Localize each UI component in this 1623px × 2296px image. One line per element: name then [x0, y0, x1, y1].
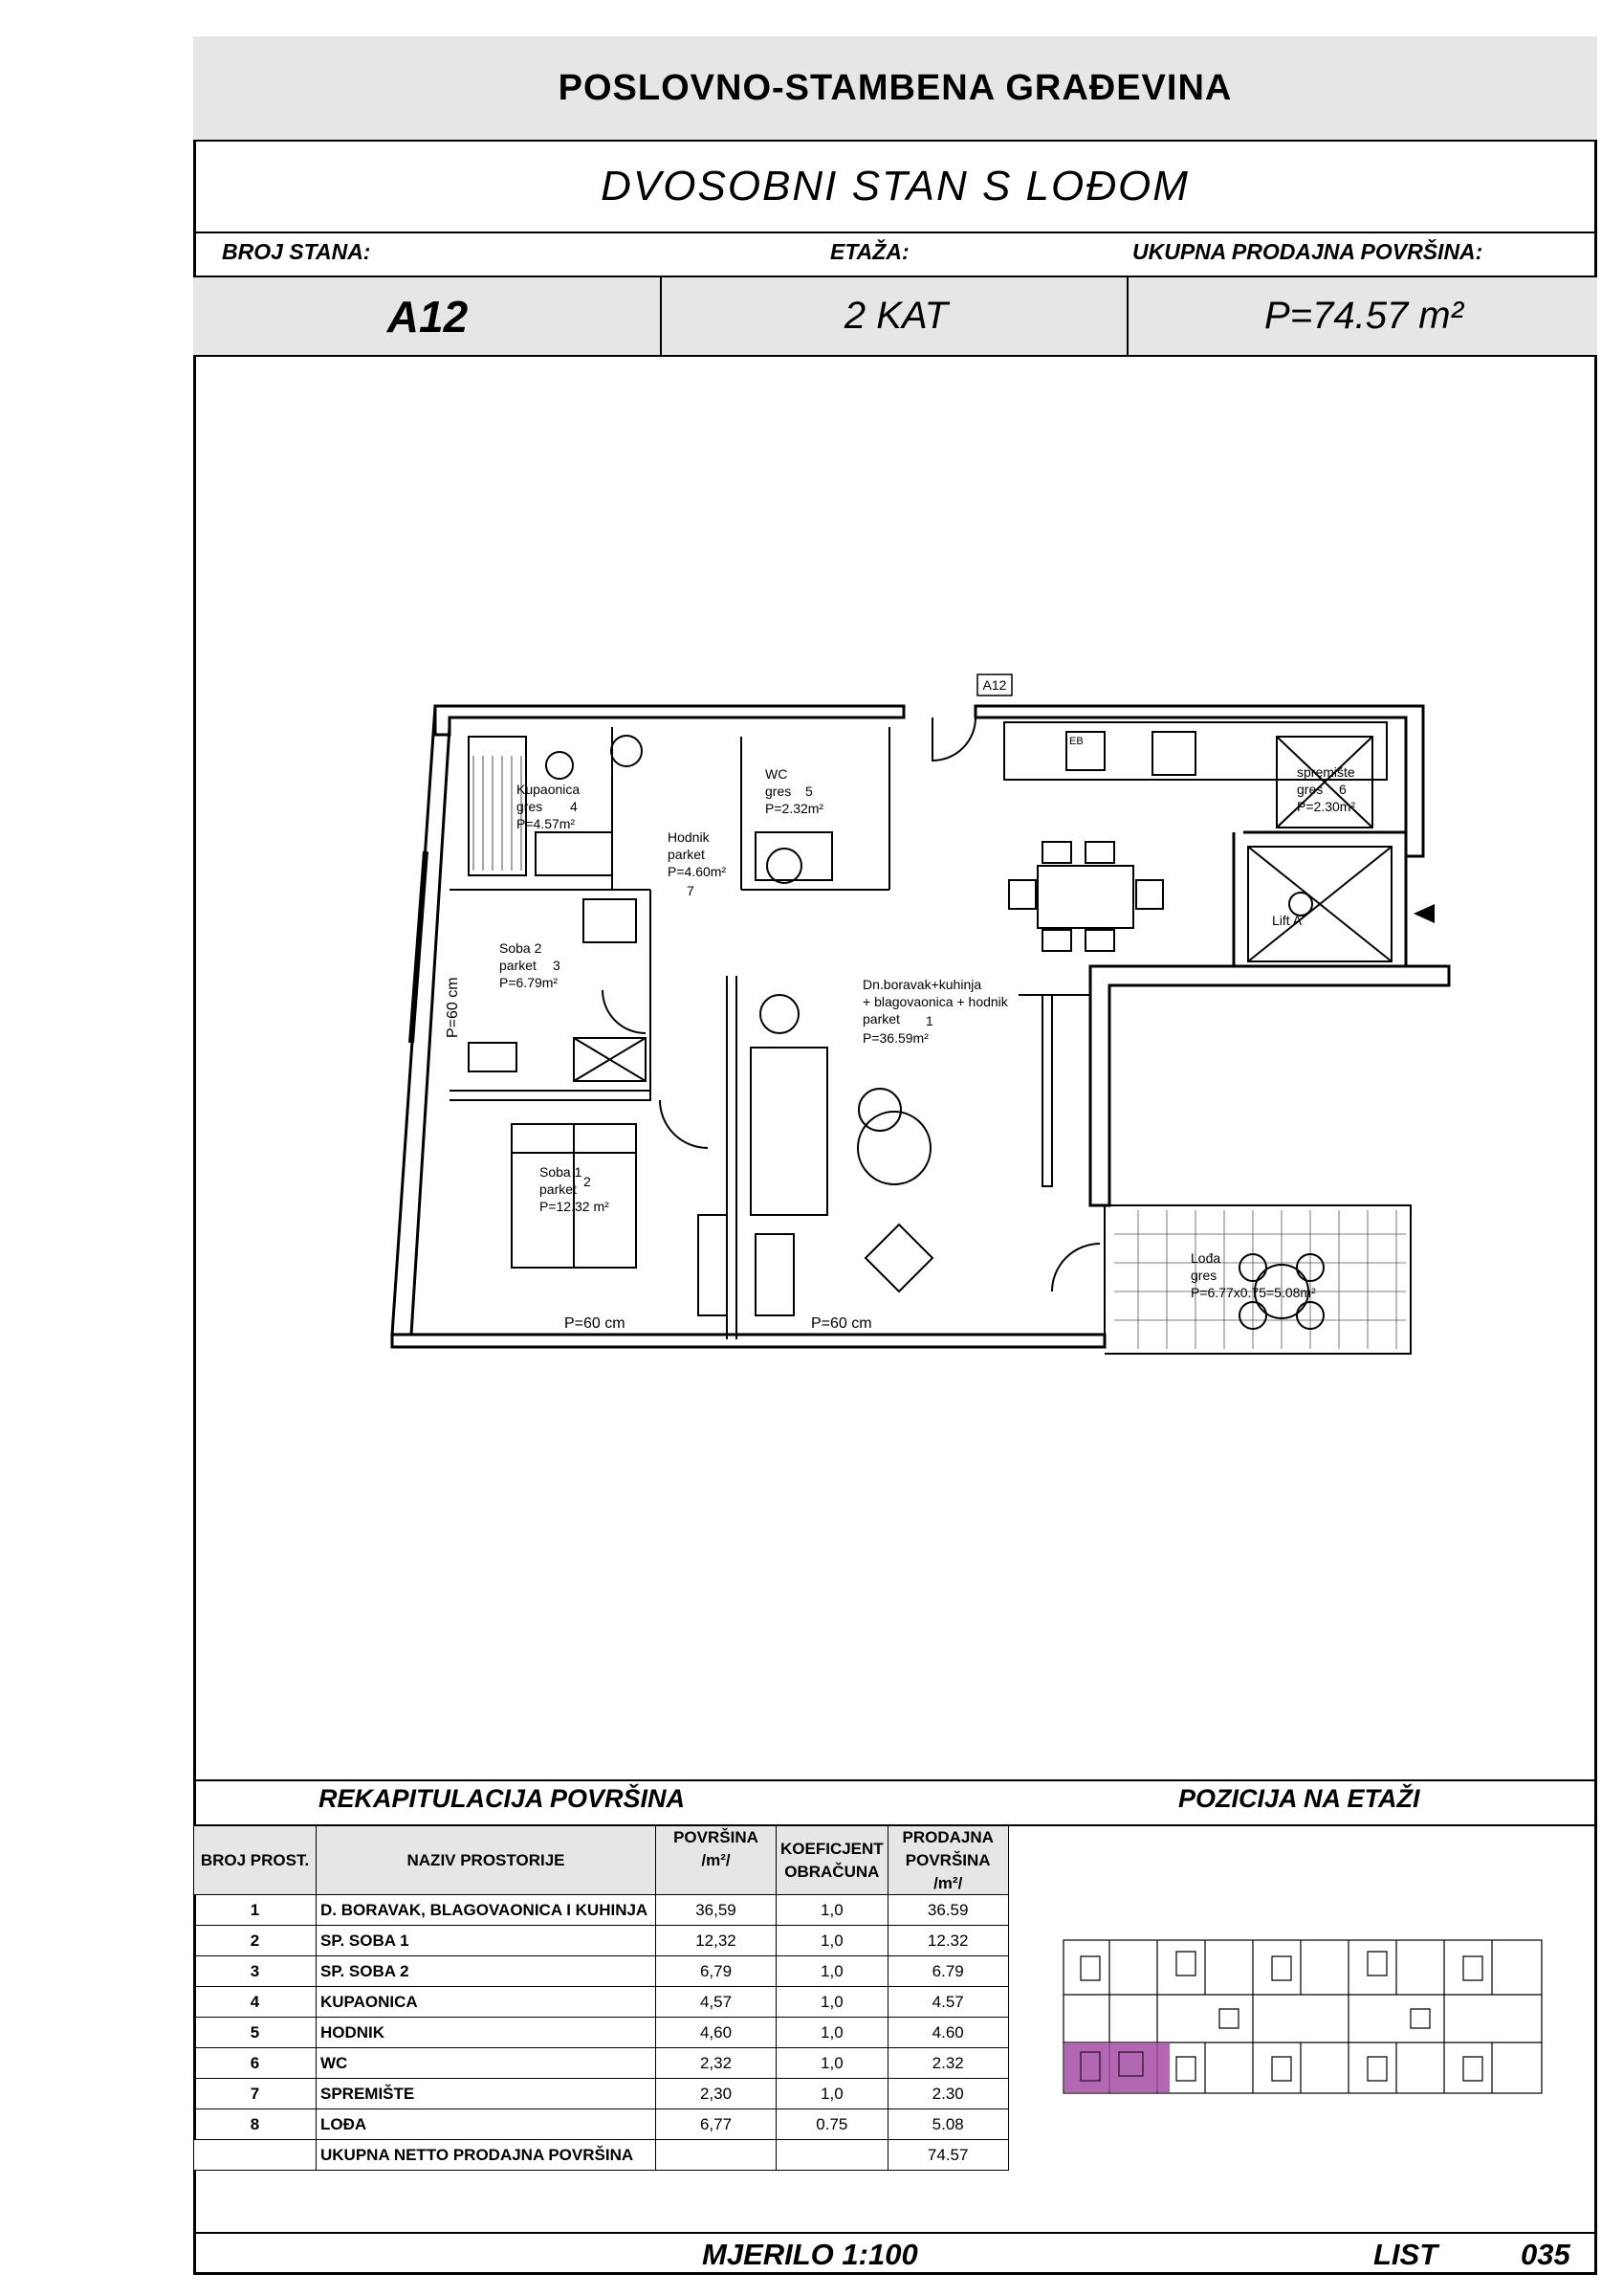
cell-sale: 4.60: [888, 2018, 1008, 2048]
recap-divider: [193, 1779, 1597, 1781]
cell-area: 6,79: [656, 1956, 777, 1987]
room-name: Soba 2: [499, 940, 542, 956]
cell-coef: 1,0: [777, 1895, 888, 1926]
cell-name: HODNIK: [317, 2018, 656, 2048]
col-name: NAZIV PROSTORIJE: [317, 1826, 656, 1895]
sheet-number: 035: [1521, 2238, 1570, 2271]
cell-sale: 2.32: [888, 2048, 1008, 2079]
cell-area: 12,32: [656, 1926, 777, 1956]
room-finish: parket: [539, 1181, 577, 1197]
unit-value: A12: [386, 291, 469, 342]
position-title: POZICIJA NA ETAŽI: [1178, 1784, 1420, 1813]
room-area: P=6.77x0.75=5.08m²: [1191, 1285, 1316, 1300]
label-area: UKUPNA PRODAJNA POVRŠINA:: [1132, 239, 1483, 264]
room-area: P=4.60m²: [668, 864, 727, 879]
unit-tag: A12: [982, 677, 1007, 693]
apartment-type-title: DVOSOBNI STAN S LOĐOM: [193, 142, 1597, 233]
cell-coef: 1,0: [777, 1926, 888, 1956]
col-coef: [777, 1826, 888, 1895]
cell-name: SPREMIŠTE: [317, 2079, 656, 2109]
room-finish-2: + blagovaonica + hodnik: [863, 994, 1008, 1009]
cell-sale: 4.57: [888, 1987, 1008, 2018]
col-coef-line1: KOEFICJENT: [780, 1839, 884, 1858]
cell-area: 4,57: [656, 1987, 777, 2018]
room-number: 6: [1339, 782, 1347, 797]
cell-name: WC: [317, 2048, 656, 2079]
cell-empty: [777, 2140, 888, 2171]
cell-no: 1: [194, 1895, 317, 1926]
window-bottom-label-2: P=60 cm: [811, 1315, 872, 1332]
cell-coef: 1,0: [777, 2018, 888, 2048]
cell-name: LOĐA: [317, 2109, 656, 2140]
cell-area: 2,30: [656, 2079, 777, 2109]
cell-no: 2: [194, 1926, 317, 1956]
table-row: [194, 1987, 1009, 2018]
label-unit: BROJ STANA:: [222, 239, 371, 264]
col-coef-line2: OBRAČUNA: [784, 1862, 880, 1881]
cell-name: SP. SOBA 2: [317, 1956, 656, 1987]
cell-empty: [194, 2140, 317, 2171]
cell-sale: 2.30: [888, 2079, 1008, 2109]
cell-area: 4,60: [656, 2018, 777, 2048]
cell-coef: 1,0: [777, 1956, 888, 1987]
room-number: 5: [805, 784, 813, 799]
cell-empty: [656, 2140, 777, 2171]
room-area: P=6.79m²: [499, 975, 559, 990]
room-area: P=2.30m²: [1297, 799, 1356, 814]
room-finish: parket: [863, 1011, 900, 1027]
room-finish: gres: [1191, 1268, 1217, 1283]
table-header-row: [194, 1826, 1009, 1895]
col-no: BROJ PROST.: [194, 1826, 317, 1895]
scale-label: MJERILO 1:100: [702, 2238, 918, 2271]
table-row: [194, 2048, 1009, 2079]
footer-divider: [193, 2232, 1597, 2234]
cell-area: 6,77: [656, 2109, 777, 2140]
table-row: [194, 2109, 1009, 2140]
table-row: [194, 1895, 1009, 1926]
room-number: 4: [570, 799, 578, 814]
window-bottom-label-1: P=60 cm: [564, 1315, 625, 1332]
cell-name: SP. SOBA 1: [317, 1926, 656, 1956]
cell-sale: 36.59: [888, 1895, 1008, 1926]
total-label: UKUPNA NETTO PRODAJNA POVRŠINA: [317, 2140, 656, 2171]
room-finish: gres: [1297, 782, 1324, 797]
room-number: 1: [926, 1013, 933, 1028]
sheet-label: LIST: [1373, 2238, 1438, 2271]
room-name: WC: [765, 766, 788, 782]
room-finish: parket: [499, 958, 537, 973]
cell-coef: 1,0: [777, 2079, 888, 2109]
entrance-arrow-icon: [1414, 904, 1435, 923]
room-finish: parket: [668, 847, 705, 862]
total-value: 74.57: [888, 2140, 1008, 2171]
cell-name: KUPAONICA: [317, 1987, 656, 2018]
room-area: P=36.59m²: [863, 1030, 929, 1046]
table-row: [194, 1926, 1009, 1956]
room-number: 7: [687, 883, 694, 898]
cell-no: 4: [194, 1987, 317, 2018]
room-name: Dn.boravak+kuhinja: [863, 977, 982, 992]
table-row: [194, 2079, 1009, 2109]
recap-title: REKAPITULACIJA POVRŠINA: [318, 1784, 686, 1813]
table-row: [194, 1956, 1009, 1987]
recap-table: [193, 1825, 1009, 2171]
cell-sale: 5.08: [888, 2109, 1008, 2140]
cell-no: 5: [194, 2018, 317, 2048]
cell-sale: 12.32: [888, 1926, 1008, 1956]
room-number: 2: [583, 1174, 591, 1189]
lift-label: Lift A: [1272, 913, 1303, 928]
room-area: P=4.57m²: [516, 816, 576, 831]
room-area: P=2.32m²: [765, 801, 824, 816]
window-left-label: P=60 cm: [445, 977, 461, 1038]
room-number: 3: [553, 958, 560, 973]
room-name: Kupaonica: [516, 782, 581, 797]
cell-no: 6: [194, 2048, 317, 2079]
room-name: spremište: [1297, 764, 1355, 780]
cell-no: 8: [194, 2109, 317, 2140]
cell-coef: 1,0: [777, 2048, 888, 2079]
room-finish: gres: [516, 799, 543, 814]
area-value: P=74.57 m²: [1264, 295, 1463, 337]
floor-value: 2 KAT: [844, 295, 949, 337]
col-sale-line2: POVRŠINA /m²/: [905, 1850, 991, 1892]
cell-no: 7: [194, 2079, 317, 2109]
cell-sale: 6.79: [888, 1956, 1008, 1987]
building-title: POSLOVNO-STAMBENA GRAĐEVINA: [193, 36, 1597, 142]
total-row: [194, 2140, 1009, 2171]
room-name: Hodnik: [668, 829, 710, 845]
col-sale-line1: PRODAJNA: [902, 1828, 994, 1846]
room-finish: gres: [765, 784, 792, 799]
cell-no: 3: [194, 1956, 317, 1987]
cell-name: D. BORAVAK, BLAGOVAONICA I KUHINJA: [317, 1895, 656, 1926]
room-name: Lođa: [1191, 1250, 1221, 1266]
cell-coef: 0.75: [777, 2109, 888, 2140]
cell-area: 2,32: [656, 2048, 777, 2079]
cell-coef: 1,0: [777, 1987, 888, 2018]
eb-label: EB: [1069, 736, 1084, 747]
label-floor: ETAŽA:: [830, 239, 910, 264]
col-area: POVRŠINA /m²/: [656, 1826, 777, 1895]
key-plan: [1052, 1923, 1559, 2114]
room-name: Soba 1: [539, 1164, 582, 1180]
room-area: P=12.32 m²: [539, 1199, 609, 1214]
table-row: [194, 2018, 1009, 2048]
col-sale: [888, 1826, 1008, 1895]
cell-area: 36,59: [656, 1895, 777, 1926]
